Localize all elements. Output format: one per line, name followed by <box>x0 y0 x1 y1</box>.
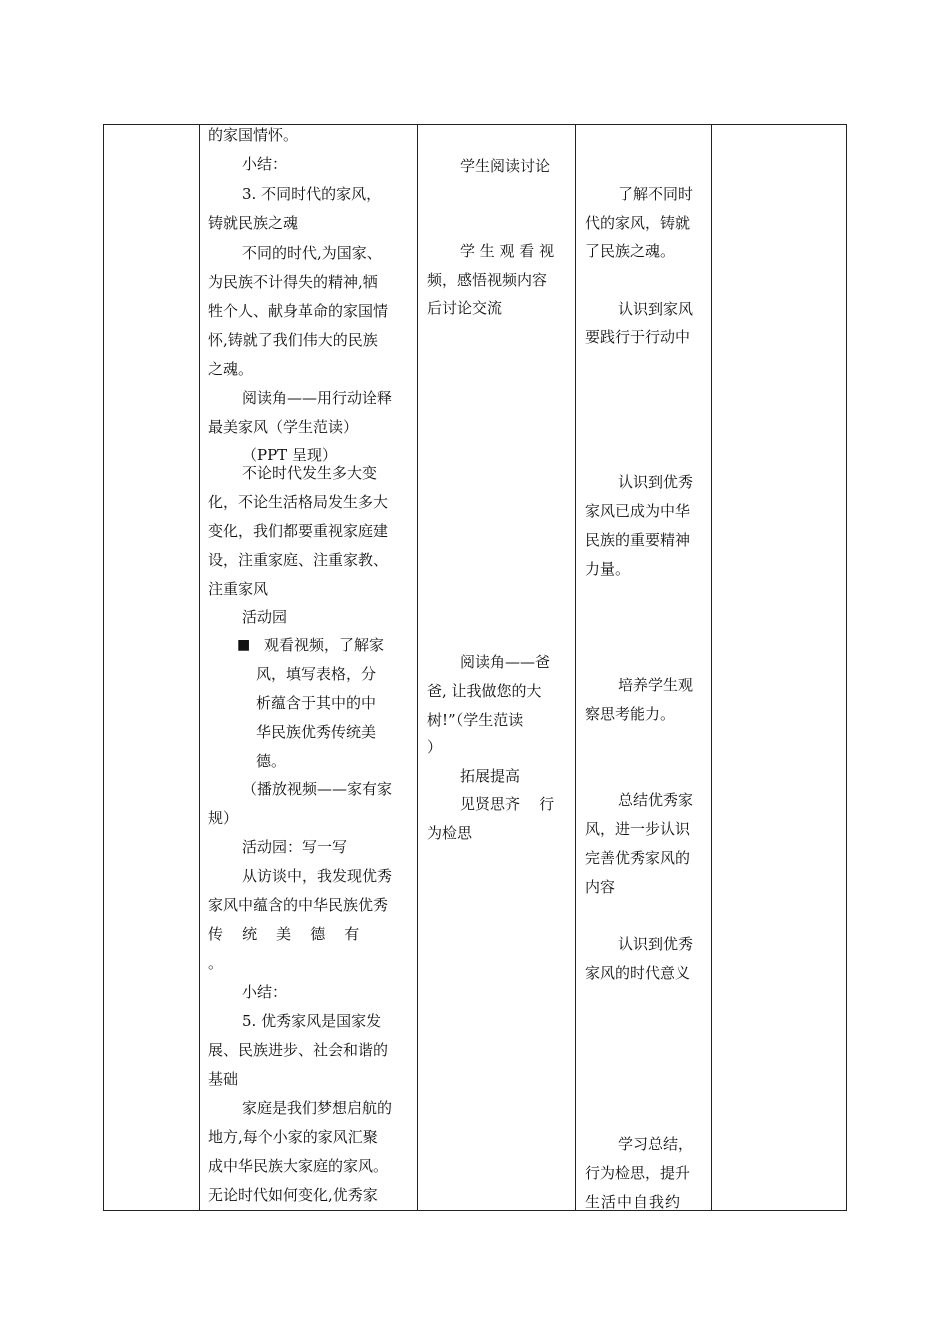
text-line: 地方,每个小家的家风汇聚 <box>208 1128 378 1146</box>
cell-design-intent <box>576 125 711 1210</box>
text-line: 后讨论交流 <box>427 299 503 317</box>
lesson-table <box>103 124 847 1211</box>
text-line: 树!”（学生范读 <box>427 711 524 729</box>
text-line: 学 生 观 看 视 <box>460 242 555 260</box>
text-line: 代的家风，铸就 <box>585 214 691 232</box>
text-line: 成中华民族大家庭的家风。 <box>208 1157 389 1175</box>
text-line: 家风的时代意义 <box>585 964 691 982</box>
text-line: 察思考能力。 <box>585 705 676 723</box>
text-line: 传 统 美 德 有 <box>208 925 360 943</box>
text-line: 观看视频，了解家 <box>264 636 385 654</box>
text-line: 爸, 让我做您的大 <box>427 682 542 700</box>
text-line: （播放视频——家有家 <box>242 780 393 798</box>
text-line: 了解不同时 <box>618 185 694 203</box>
text-line: 阅读角——爸 <box>460 653 551 671</box>
text-line: 展、民族进步、社会和谐的 <box>208 1041 389 1059</box>
text-line: 变化，我们都要重视家庭建 <box>208 522 389 540</box>
text-line: 完善优秀家风的 <box>585 849 691 867</box>
text-line: 不论时代发生多大变 <box>242 464 378 482</box>
cell-col5 <box>712 125 848 1210</box>
text-line: 为民族不计得失的精神,牺 <box>208 273 378 291</box>
text-line: 内容 <box>585 878 616 896</box>
bullet-icon: ■ <box>237 637 251 653</box>
text-line: 小结： <box>242 155 288 173</box>
text-line: 风，填写表格，分 <box>256 665 377 683</box>
text-line: 学习总结， <box>618 1135 694 1153</box>
text-line: 风，进一步认识 <box>585 820 691 838</box>
text-line: 生活中自我约 <box>585 1193 682 1210</box>
text-line: 力量。 <box>585 560 631 578</box>
text-line: 认识到优秀 <box>618 935 694 953</box>
text-line: 家风已成为中华 <box>585 502 691 520</box>
text-line: ） <box>427 738 443 756</box>
text-line: 。 <box>208 954 224 972</box>
text-line: 3. 不同时代的家风， <box>242 185 382 203</box>
text-line: 为检思 <box>427 824 473 842</box>
text-line: 培养学生观 <box>618 676 694 694</box>
text-line: 小结： <box>242 983 288 1001</box>
text-line: 活动园 <box>242 608 288 626</box>
text-line: 华民族优秀传统美 <box>256 723 377 741</box>
text-line: 学生阅读讨论 <box>460 157 551 175</box>
cell-teaching-content <box>200 125 417 1210</box>
text-line: 民族的重要精神 <box>585 531 691 549</box>
text-line: 之魂。 <box>208 360 254 378</box>
text-line: 见贤思齐 行 <box>460 795 555 813</box>
cell-col1 <box>104 125 199 1210</box>
text-line: 析蕴含于其中的中 <box>256 694 377 712</box>
text-line: 化，不论生活格局发生多大 <box>208 493 389 511</box>
text-line: 设，注重家庭、注重家教、 <box>208 551 389 569</box>
text-line: 总结优秀家 <box>618 791 694 809</box>
text-line: 活动园：写一写 <box>242 838 348 856</box>
text-line: 了民族之魂。 <box>585 242 676 260</box>
text-line: 认识到家风 <box>618 300 694 318</box>
text-line: 德。 <box>256 752 287 770</box>
text-line: 牲个人、献身革命的家国情 <box>208 302 389 320</box>
text-line: 要践行于行动中 <box>585 328 691 346</box>
text-line: 注重家风 <box>208 580 269 598</box>
text-line: 规） <box>208 809 239 827</box>
text-line: 的家国情怀。 <box>208 126 299 144</box>
text-line: 无论时代如何变化,优秀家 <box>208 1186 378 1204</box>
text-line: （PPT 呈现） <box>242 446 337 464</box>
text-line: 从访谈中，我发现优秀 <box>242 867 393 885</box>
cell-student-activity <box>418 125 575 1210</box>
text-line: 5. 优秀家风是国家发 <box>242 1012 382 1030</box>
text-line: 阅读角——用行动诠释 <box>242 389 393 407</box>
text-line: 家风中蕴含的中华民族优秀 <box>208 896 389 914</box>
text-line: 拓展提高 <box>460 767 521 785</box>
text-line: 基础 <box>208 1070 239 1088</box>
text-line: 频，感悟视频内容 <box>427 271 548 289</box>
text-line: 怀,铸就了我们伟大的民族 <box>208 331 378 349</box>
text-line: 不同的时代,为国家、 <box>242 244 382 262</box>
text-line: 铸就民族之魂 <box>208 214 299 232</box>
text-line: 最美家风（学生范读） <box>208 418 359 436</box>
text-line: 家庭是我们梦想启航的 <box>242 1099 393 1117</box>
text-line: 行为检思，提升 <box>585 1164 691 1182</box>
text-line: 认识到优秀 <box>618 473 694 491</box>
